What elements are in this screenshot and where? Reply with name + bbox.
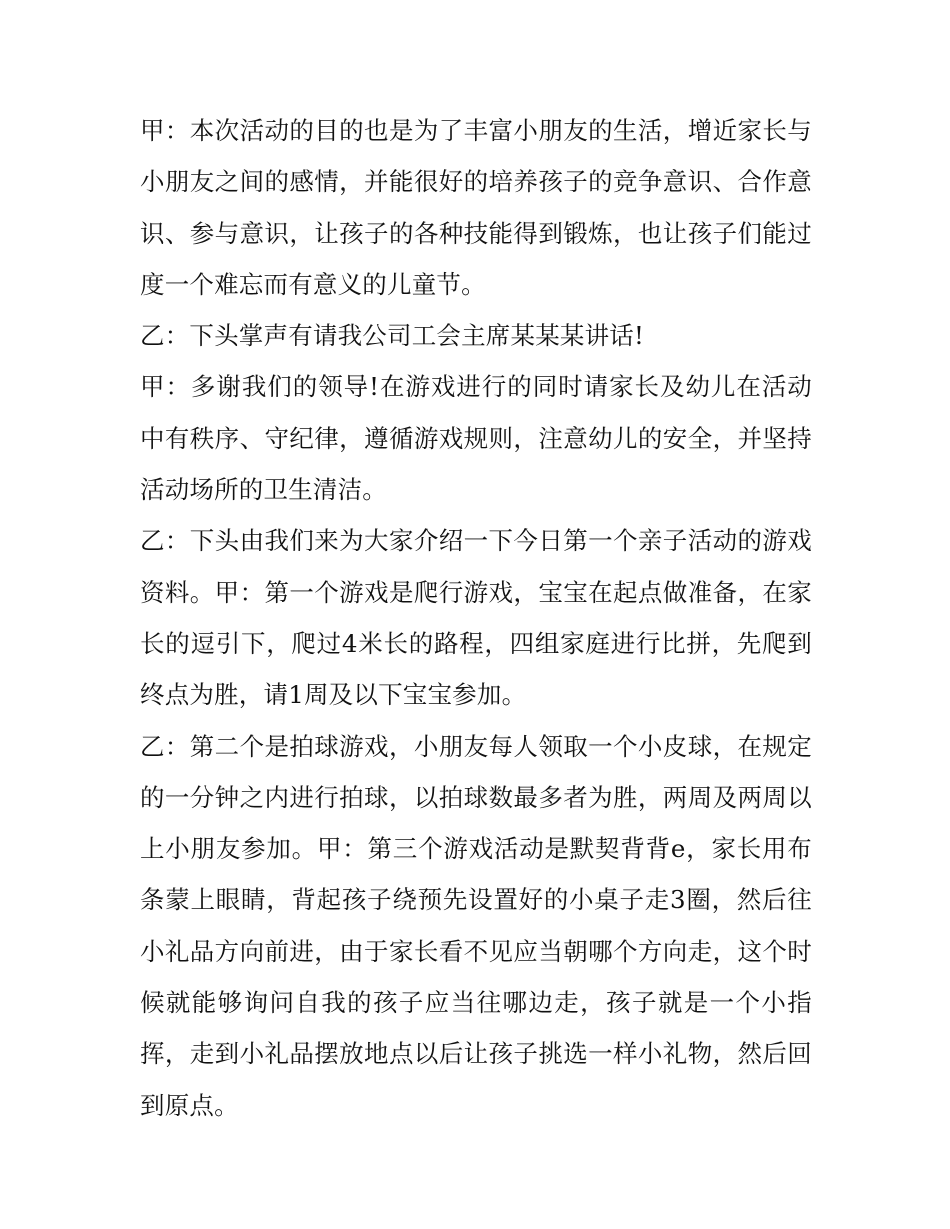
document-body (140, 105, 812, 1131)
paragraph-3: 甲：多谢我们的领导!在游戏进行的同时请家长及幼儿在活动中有秩序、守纪律，遵循游戏规则，注意幼儿的安全，并坚持活动场所的卫生清洁。 (140, 372, 812, 505)
paragraph-1: 甲：本次活动的目的也是为了丰富小朋友的生活，增近家长与小朋友之间的感情，并能很好的培养孩子的竞争意识、合作意识、参与意识，让孩子的各种技能得到锻炼，也让孩子们能过度一个难忘而有意义的儿童节。 (140, 116, 812, 299)
paragraph-5: 乙：第二个是拍球游戏，小朋友每人领取一个小皮球，在规定的一分钟之内进行拍球，以拍球数最多者为胜，两周及两周以上小朋友参加。甲：第三个游戏活动是默契背背e，家长用布条蒙上眼睛，背起孩子绕预先设置好的小桌子走3圈，然后往小礼品方向前进，由于家长看不见应当朝哪个方向走，这个时候就能够询问自我的孩子应当往哪边走，孩子就是一个小指挥，走到小礼品摆放地点以后让孩子挑选一样小礼物，然后回到原点。 (140, 731, 812, 1120)
paragraph-2: 乙：下头掌声有请我公司工会主席某某某讲话! (140, 321, 645, 351)
paragraph-4: 乙：下头由我们来为大家介绍一下今日第一个亲子活动的游戏资料。甲：第一个游戏是爬行游戏，宝宝在起点做准备，在家长的逗引下，爬过4米长的路程，四组家庭进行比拼，先爬到终点为胜，请1周及以下宝宝参加。 (140, 526, 812, 710)
